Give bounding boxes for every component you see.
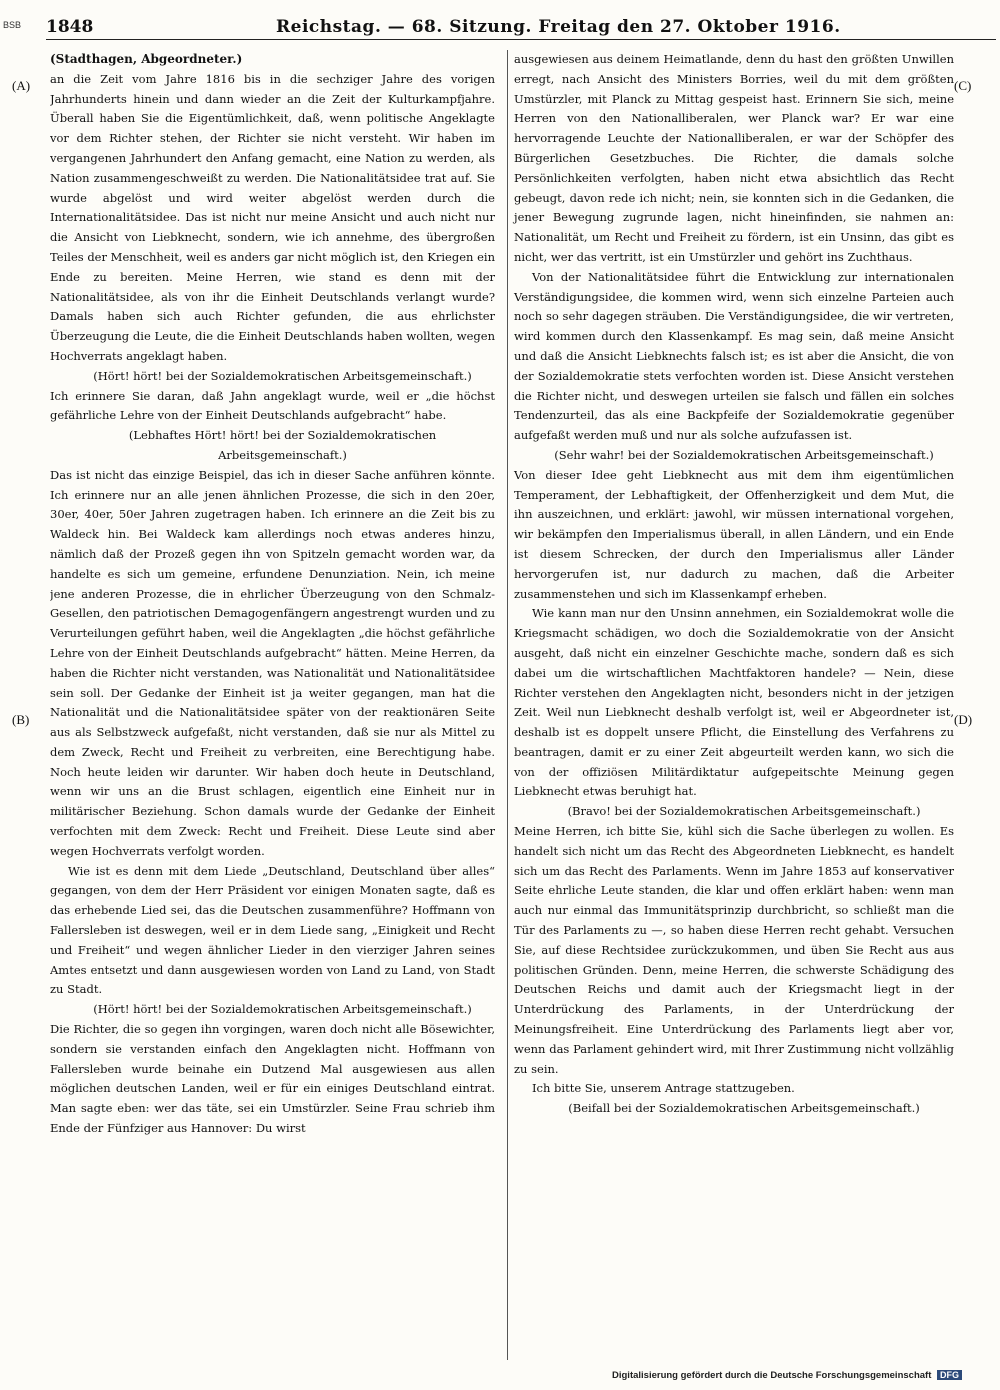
interjection: (Bravo! bei der Sozialdemokratischen Arbeitsgemeinschaft.) <box>567 804 921 819</box>
library-mark: BSB <box>3 20 22 30</box>
margin-letter-a: (A) <box>12 78 31 93</box>
paragraph: ausgewiesen aus deinem Heimatlande, denn du hast den größten Unwillen erregt, nach Ansicht des Ministers Borries, weil du mit dem größten Umstürzler, mit Planck zu Mittag gespeist hast. Erinnern Sie sich, meine Herren von den Nationalliberalen, wer Planck war? Er war eine hervorragende Leuchte der Nationalliberalen, er war der Schöpfer des Bürgerlichen Gesetzbuches. Die Richter, die damals solche Persönlichkeiten verfolgten, haben nicht etwa absichtlich das Recht gebeugt, davon rede ich nicht; nein, sie konnten sich in die Gedanken, die jener Bewegung zugrunde lagen, nicht hineinfinden, sie nahmen an: Nationalität, um Recht und Freiheit zu fördern, ist ein Unsinn, das gibt es nicht, wer das vertritt, ist ein Umstürzler und gehört ins Zuchthaus. <box>514 52 954 264</box>
paragraph: Ich erinnere Sie daran, daß Jahn angeklagt wurde, weil er „die höchst gefährliche Lehre von der Einheit Deutschlands aufgebracht“ habe. <box>50 388 495 423</box>
paragraph: Wie ist es denn mit dem Liede „Deutschland, Deutschland über alles“ gegangen, von dem der Herr Präsident vor einigen Monaten sagte, daß es das erhebende Lied sei, das die Deutschen zusammenführe? Hoffmann von Fallersleben ist deswegen, weil er in dem Liede sang, „Einigkeit und Recht und Freiheit“ und wegen ähnlicher Lieder in den vierziger Jahren seines Amtes entsetzt und dann ausgewiesen worden von Land zu Land, von Stadt zu Stadt. <box>50 863 495 997</box>
margin-letter-b: (B) <box>12 712 30 727</box>
interjection: (Sehr wahr! bei der Sozialdemokratischen Arbeitsgemeinschaft.) <box>554 447 934 462</box>
paragraph: an die Zeit vom Jahre 1816 bis in die sechziger Jahre des vorigen Jahrhunderts hinein und dann wieder an die Zeit der Kulturkampfjahre. Überall haben Sie die Eigentümlichkeit, daß, wenn politische Angeklagte vor dem Richter stehen, der Richter sie nicht versteht. Wir haben im vergangenen Jahrhundert den Anfang gemacht, eine Nation zu werden, als Nation zusammengeschweißt zu werden. Die Nationalitätsidee trat auf. Sie wurde abgelöst und wird weiter abgelöst werden durch die Internationalitätsidee. Das ist nicht nur meine Ansicht und auch nicht nur die Ansicht von Liebknecht, sondern, wie ich annehme, des übergroßen Teiles der Menschheit, weil es anders gar nicht möglich ist, den Kriegen ein Ende zu bereiten. Meine Herren, wie stand es denn mit der Nationalitätsidee, als von ihr die Einheit Deutschlands verlangt wurde? Damals haben sich auch Richter gefunden, die aus ehrlichster Überzeugung die Leute, die die Einheit Deutschlands haben wollten, wegen Hochverrats angeklagt haben. <box>50 71 495 363</box>
paragraph: Von der Nationalitätsidee führt die Entwicklung zur internationalen Verständigungsidee, die kommen wird, wenn sich einzelne Parteien auch noch so sehr dagegen sträuben. Die Verständigungsidee, die wir vertreten, wird kommen durch den Klassenkampf. Es mag sein, daß meine Ansicht und daß die Ansicht Liebknechts falsch ist; es ist aber die Ansicht, die von der Sozialdemokratie stets verfochten worden ist. Diese Ansicht verstehen die Richter nicht, und deswegen urteilen sie falsch und fällen ein solches Tendenzurteil, das als eine Backpfeife der Sozialdemokratie gegenüber aufgefaßt werden muß und nur als solche aufzufassen ist. <box>514 269 954 443</box>
dfg-logo: DFG <box>937 1370 962 1380</box>
footer-credit <box>612 1370 962 1381</box>
paragraph: Wie kann man nur den Unsinn annehmen, ein Sozialdemokrat wolle die Kriegsmacht schädigen, wo doch die Sozialdemokratie von der Ansicht ausgeht, daß nicht ein einzelner Geschichte mache, sondern daß es sich dabei um die wirtschaftlichen Machtfaktoren handele? — Nein, diese Richter verstehen den Angeklagten nicht, besonders nicht in der jetzigen Zeit. Weil nun Liebknecht deshalb verfolgt ist, weil er Abgeordneter ist, deshalb ist es doppelt unsere Pflicht, die Einstellung des Verfahrens zu beantragen, damit er zu einer Zeit abgeurteilt werden kann, wo sich die von der offiziösen Militärdiktatur aufgepeitschte Meinung gegen Liebknecht etwas beruhigt hat. <box>514 606 954 799</box>
paragraph: Ich bitte Sie, unserem Antrage stattzugeben. <box>532 1081 795 1096</box>
paragraph: Die Richter, die so gegen ihn vorgingen, waren doch nicht alle Bösewichter, sondern sie verstanden einfach den Angeklagten nicht. Hoffmann von Fallersleben wurde beinahe ein Dutzend Mal ausgewiesen aus allen möglichen deutschen Landen, weil er für ein einiges Deutschland eintrat. Man sagte eben: wer das täte, sei ein Umstürzler. Seine Frau schrieb ihm Ende der Fünfziger aus Hannover: Du wirst <box>50 1022 495 1136</box>
page-title: Reichstag. — 68. Sitzung. Freitag den 27. Oktober 1916. <box>276 17 841 37</box>
paragraph: Von dieser Idee geht Liebknecht aus mit dem ihm eigentümlichen Temperament, der Lebhaftigkeit, der Offenherzigkeit und dem Mut, die ihn auszeichnen, und erklärt: jawohl, wir müssen international vorgehen, wir bekämpfen den Imperialismus überall, in allen Ländern, und ein Ende ist diesem Schrecken, der durch den Imperialismus aller Länder hervorgerufen ist, nur dadurch zu machen, daß die Arbeiter zusammenstehen und sich im Klassenkampf erheben. <box>514 467 954 601</box>
interjection: (Hört! hört! bei der Sozialdemokratischen Arbeitsgemeinschaft.) <box>93 368 472 383</box>
margin-letter-c: (C) <box>954 78 972 93</box>
page-header <box>46 17 996 40</box>
footer-text: Digitalisierung gefördert durch die Deutsche Forschungsgemeinschaft <box>612 1370 932 1381</box>
interjection: (Beifall bei der Sozialdemokratischen Arbeitsgemeinschaft.) <box>568 1101 920 1116</box>
paragraph: Das ist nicht das einzige Beispiel, das ich in dieser Sache anführen könnte. Ich erinnere nur an alle jenen ähnlichen Prozesse, die sich in den 20er, 30er, 40er, 50er Jahren zugetragen haben. Ich erinnere an die Zeit bis zu Waldeck hin. Bei Waldeck kam allerdings noch etwas anderes hinzu, nämlich daß der Prozeß gegen ihn von Spitzeln gemacht worden war, da handelte es sich um gemeine, erfundene Denunziation. Nein, ich meine jene anderen Prozesse, die in ehrlicher Überzeugung von den Schmalz-Gesellen, den patriotischen Demagogenfängern angestrengt wurden und zu Verurteilungen geführt haben, weil die Angeklagten „die höchst gefährliche Lehre von der Einheit Deutschlands aufgebracht“ hätten. Meine Herren, da haben die Richter nicht verstanden, was Nationalität und Nationalitätsidee sein soll. Der Gedanke der Einheit ist ja weiter gegangen, man hat die Nationalität und die Nationalitätsidee später von der reaktionären Seite aus als Selbstzweck aufgefaßt, nicht verstanden, daß sie nur als Mittel zu dem Zweck, Recht und Freiheit zu verbreiten, eine Berechtigung habe. Noch heute leiden wir darunter. Wir haben doch heute in Deutschland, wenn wir uns an die Brust schlagen, eigentlich eine Einheit nur in militärischer Beziehung. Schon damals wurde der Gedanke der Einheit verfochten mit dem Zweck: Recht und Freiheit. Diese Leute sind aber wegen Hochverrats verfolgt worden. <box>50 467 495 858</box>
left-column <box>50 50 495 1360</box>
margin-letter-d: (D) <box>954 712 973 727</box>
right-column <box>507 50 954 1360</box>
interjection: (Lebhaftes Hört! hört! bei der Sozialdemokratischen Arbeitsgemeinschaft.) <box>128 428 437 462</box>
speaker-label: (Stadthagen, Abgeordneter.) <box>50 52 243 66</box>
page-number: 1848 <box>46 17 94 37</box>
paragraph: Meine Herren, ich bitte Sie, kühl sich die Sache überlegen zu wollen. Es handelt sich nicht um das Recht des Abgeordneten Liebknecht, es handelt sich um das Recht des Parlaments. Wenn im Jahre 1853 auf konservativer Seite ehrliche Leute standen, die klar und offen erklärt haben: wenn man auch nur einmal das Immunitätsprinzip durchbricht, so schließt man die Tür des Parlaments zu —, so haben diese Herren recht gehabt. Versuchen Sie, auf diese Rechtsidee zurückzukommen, und üben Sie Recht aus aus politischen Gründen. Denn, meine Herren, die schwerste Schädigung des Deutschen Reichs und damit auch der Kriegsmacht liegt in der Unterdrückung des Parlaments, in der Unterdrückung der Meinungsfreiheit. Eine Unterdrückung des Parlaments liegt aber vor, wenn das Parlament gehindert wird, mit Ihrer Zustimmung nicht vollzählig zu sein. <box>514 824 954 1076</box>
interjection: (Hört! hört! bei der Sozialdemokratischen Arbeitsgemeinschaft.) <box>93 1002 472 1017</box>
